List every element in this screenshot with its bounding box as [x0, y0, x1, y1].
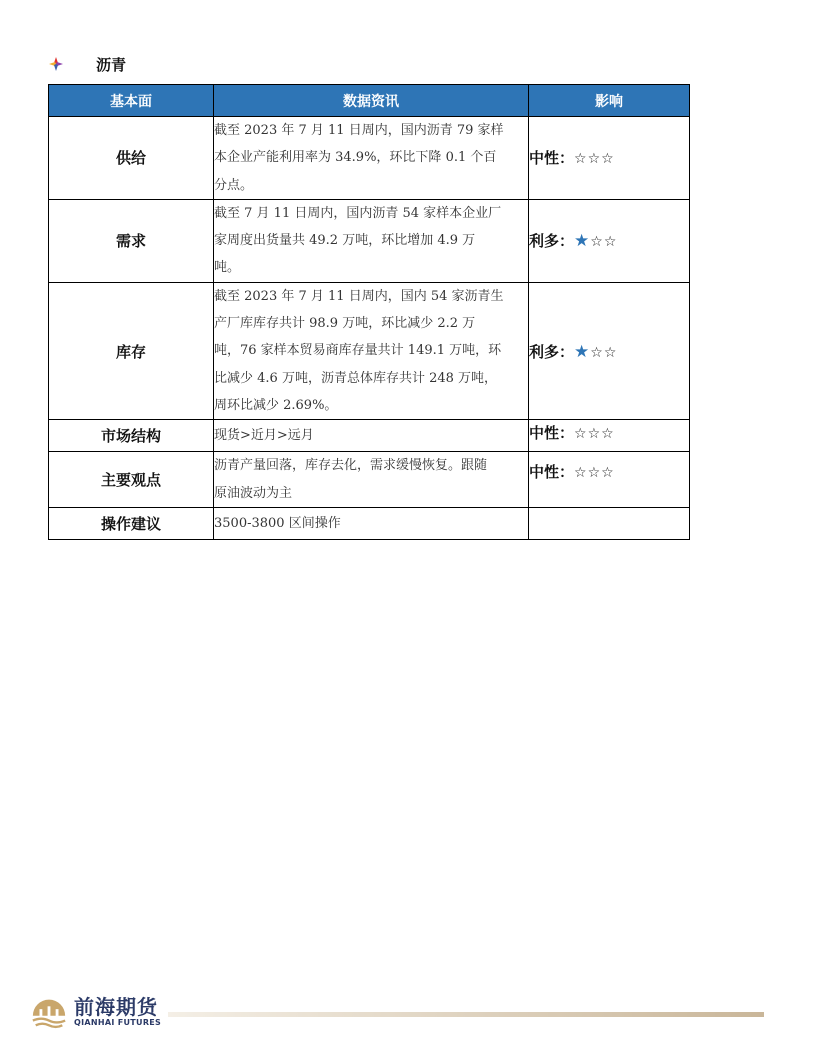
- row-impact: [529, 117, 690, 200]
- desc-line: 产厂库库存共计 98.9 万吨，环比减少 2.2 万: [214, 316, 476, 332]
- rating-stars-icon: ★☆☆: [574, 341, 618, 362]
- row-category: 需求: [49, 199, 214, 282]
- row-impact: [529, 199, 690, 282]
- section-title: 沥青: [96, 55, 127, 74]
- company-logo: [30, 992, 161, 1032]
- footer-divider: [168, 1012, 764, 1017]
- row-impact: [529, 282, 690, 419]
- logo-chinese-name: 前海期货: [74, 995, 158, 1019]
- desc-line: 吨，76 家样本贸易商库存量共计 149.1 万吨，环: [214, 343, 502, 359]
- row-impact: [529, 507, 690, 539]
- diamond-bullet-icon: [48, 56, 64, 72]
- table-row: [49, 420, 690, 452]
- impact-label: 利多：: [529, 232, 575, 251]
- row-description: [214, 452, 529, 508]
- row-category: 市场结构: [49, 420, 214, 452]
- table-row: [49, 117, 690, 200]
- row-category: 主要观点: [49, 452, 214, 508]
- rating-stars-icon: ★☆☆: [574, 231, 618, 252]
- impact-label: 中性：: [529, 424, 575, 443]
- desc-line: 截至 2023 年 7 月 11 日周内，国内 54 家沥青生: [214, 288, 504, 304]
- desc-line: 本企业产能利用率为 34.9%，环比下降 0.1 个百: [214, 150, 497, 166]
- desc-line: 截至 2023 年 7 月 11 日周内，国内沥青 79 家样: [214, 123, 504, 138]
- impact-label: 中性：: [529, 149, 575, 168]
- desc-line: 沥青产量回落，库存去化，需求缓慢恢复。跟随: [214, 458, 488, 474]
- table-row: [49, 199, 690, 282]
- row-impact: [529, 452, 690, 508]
- row-description: [214, 199, 529, 282]
- desc-line: 比减少 4.6 万吨，沥青总体库存共计 248 万吨，: [214, 370, 498, 386]
- logo-text: [74, 996, 161, 1028]
- desc-line: 现货>近月>远月: [214, 428, 314, 444]
- desc-line: 分点。: [214, 177, 254, 193]
- row-category: 库存: [49, 282, 214, 419]
- row-description: [214, 117, 529, 200]
- rating-stars-icon: ☆☆☆: [574, 151, 615, 168]
- rating-stars-icon: ☆☆☆: [574, 465, 615, 482]
- row-description: [214, 420, 529, 452]
- desc-line: 截至 7 月 11 日周内，国内沥青 54 家样本企业厂: [214, 205, 502, 221]
- fundamentals-table: [48, 84, 690, 540]
- section-heading: [48, 54, 126, 74]
- header-fundamentals: 基本面: [49, 85, 214, 117]
- desc-line: 家周度出货量共 49.2 万吨，环比增加 4.9 万: [214, 233, 476, 249]
- table-row: [49, 507, 690, 539]
- table-row: [49, 452, 690, 508]
- desc-line: 3500-3800 区间操作: [214, 515, 341, 531]
- impact-label: 利多：: [529, 342, 575, 361]
- desc-line: 周环比减少 2.69%。: [214, 397, 338, 413]
- header-impact: 影响: [529, 85, 690, 117]
- table-header-row: [49, 85, 690, 117]
- row-category: 供给: [49, 117, 214, 200]
- table-row: [49, 282, 690, 419]
- row-category: 操作建议: [49, 507, 214, 539]
- desc-line: 原油波动为主: [214, 485, 293, 501]
- rating-stars-icon: ☆☆☆: [574, 426, 615, 443]
- impact-label: 中性：: [529, 463, 575, 482]
- row-impact: [529, 420, 690, 452]
- qianhai-emblem-icon: [30, 993, 68, 1031]
- row-description: [214, 507, 529, 539]
- header-data-info: 数据资讯: [214, 85, 529, 117]
- row-description: [214, 282, 529, 419]
- logo-english-name: QIANHAI FUTURES: [74, 1018, 162, 1027]
- desc-line: 吨。: [214, 260, 241, 276]
